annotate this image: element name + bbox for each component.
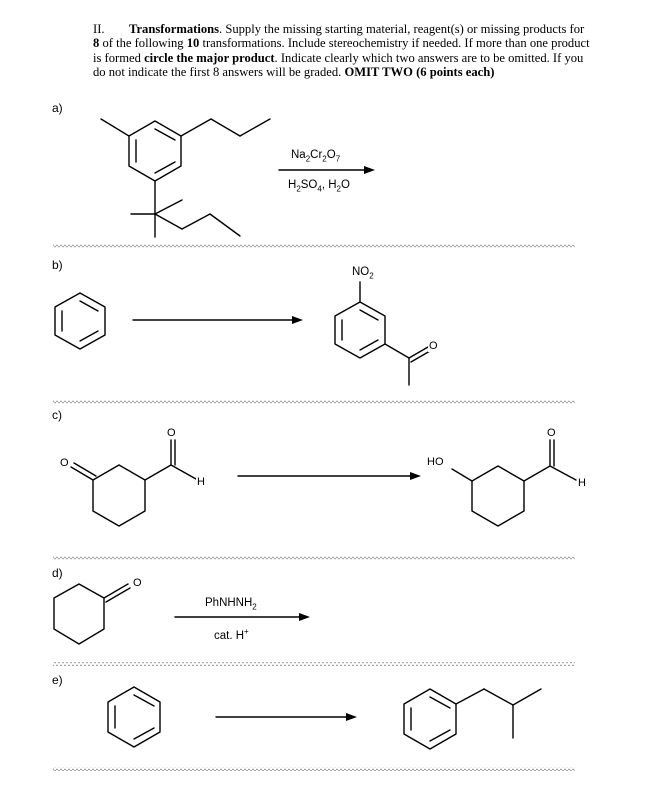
section-number: II. [93,22,105,36]
a-arrowhead [364,166,375,174]
instructions-text-2: of the following [99,36,187,51]
count-total: 10 [186,36,200,51]
c-product-hydroxyl: HO [427,456,444,468]
e-arrowhead [346,713,357,721]
a-starting-material [101,119,270,237]
instructions-text-3: transformations. Include stereochemistry if needed. If more than one product is formed [93,36,590,65]
problem-label-d: d) [52,566,63,580]
d-ketone-oxygen: O [133,577,142,589]
problem-label-e: e) [52,673,63,687]
b-nitro-group: $NO_2$ [352,266,374,281]
omit-note: OMIT TWO (6 points each) [344,65,495,80]
problem-label-c: c) [52,408,62,422]
c-sm-ketone-oxygen: O [60,457,69,469]
d-starting-material [54,584,130,644]
separator-a [53,244,575,248]
count-given: 8 [93,36,100,51]
d-reagent-top: PhNHNH$_2$ [205,597,257,612]
d-reagent-bottom: cat. H+ [214,627,249,642]
d-arrowhead [299,613,310,621]
problem-label-a: a) [52,101,63,115]
b-arrowhead [292,316,303,324]
problem-label-b: b) [52,258,63,272]
c-product-aldehyde-oxygen: O [547,427,556,439]
c-starting-material [71,440,196,526]
b-product [335,282,430,385]
e-product [404,689,541,749]
c-arrowhead [410,472,421,480]
a-reagent-bottom: $H_2SO_4$, $H_2O$ [288,179,350,194]
c-sm-aldehyde-oxygen: O [167,427,176,439]
b-carbonyl-oxygen: O [429,340,438,352]
section-title: Transformations [129,22,220,36]
instructions-text-4: . Indicate clearly which two answers are to be omitted. If you do not indicate the first 8 answers will be graded. [93,50,584,80]
emphasis-text: circle the major product [144,50,275,65]
c-product-aldehyde-h: H [578,477,586,489]
a-reagent-top: $Na_2Cr_2O_7$ [291,149,341,164]
e-starting-material [108,687,160,747]
b-starting-material [55,293,105,349]
c-sm-aldehyde-h: H [197,476,205,488]
separator-c [53,556,575,560]
separator-b [53,400,575,404]
separator-e [53,767,575,771]
c-product [452,440,576,526]
separator-d [53,662,575,666]
instructions-text-1: . Supply the missing starting material, reagent(s) or missing products for [219,22,585,36]
